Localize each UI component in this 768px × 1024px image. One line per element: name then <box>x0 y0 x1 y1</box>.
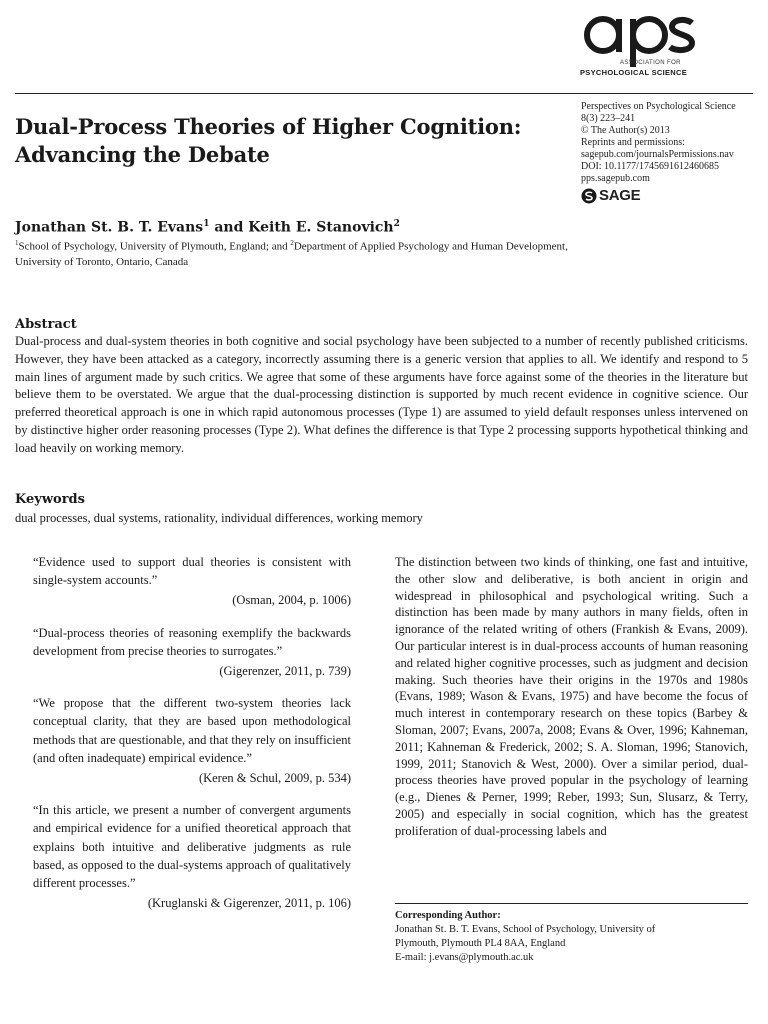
quote-text: “We propose that the different two-system theories lack conceptual clarity, that they are based upon methodological methods that are questionable, and that they rely on insufficient (and often inadequate) empirical evidence.” <box>33 696 351 765</box>
affil-2-mark: 2 <box>290 239 294 247</box>
affil-1-mark: 1 <box>15 239 19 247</box>
doi[interactable]: DOI: 10.1177/1745691612460685 <box>581 161 719 172</box>
author-2-affil-mark: 2 <box>393 219 400 229</box>
quote-text: “In this article, we present a number of convergent arguments and empirical evidence for a unified theoretical approach that explains both intuitive and deliberative judgments as rule based, as opposed to the dual-systems approach of qualitatively different processes.” <box>33 803 351 891</box>
header-rule <box>15 93 753 94</box>
quote-citation: (Keren & Schul, 2009, p. 534) <box>198 771 351 786</box>
corresponding-line: Plymouth, Plymouth PL4 8AA, England <box>395 938 566 949</box>
keywords-heading: Keywords <box>15 492 85 507</box>
volume-pages: 8(3) 223–241 <box>581 113 636 124</box>
journal-name: Perspectives on Psychological Science <box>581 101 736 112</box>
article-title <box>15 113 575 169</box>
corresponding-line: Jonathan St. B. T. Evans, School of Psychology, University of <box>395 924 656 935</box>
quote-text: “Evidence used to support dual theories is consistent with single-system accounts.” <box>33 555 351 588</box>
copyright: © The Author(s) 2013 <box>581 125 670 136</box>
affil-1-text: School of Psychology, University of Plymouth, England; and <box>18 240 291 253</box>
abstract-text: Dual-process and dual-system theories in both cognitive and social psychology have been subjected to a number of recently published criticisms. However, they have been attacked as a category, incorrectly assuming there is a generic version that applies to all. We identify and respond to 5 main lines of argument made by such critics. We agree that some of these arguments have force against some of the theories in the literature but believe them to be overstated. We argue that the dual-processing distinction is supported by much recent evidence in cognitive science. Our preferred theoretical approach is one in which rapid autonomous processes (Type 1) are assumed to yield default responses unless intervened on by distinctive higher order reasoning processes (Type 2). What defines the difference is that Type 2 processing supports hypothetical thinking and load heavily on working memory. <box>15 334 748 455</box>
corresponding-author <box>395 909 748 965</box>
authors-and: and <box>209 219 249 236</box>
quote-citation: (Kruglanski & Gigerenzer, 2011, p. 106) <box>147 896 351 911</box>
authors <box>15 215 400 237</box>
sage-logo <box>581 188 766 204</box>
abstract-heading: Abstract <box>15 317 77 332</box>
sage-s-icon <box>581 188 597 204</box>
quote-text: “Dual-process theories of reasoning exemplify the backwards development from precise theories to surrogates.” <box>33 625 351 658</box>
aps-logo <box>580 10 760 80</box>
affil-2-text: Department of Applied Psychology and Human Development, University of Toronto, Ontario, Canada <box>15 240 568 268</box>
author-2: Keith E. Stanovich <box>248 219 394 236</box>
quote-block <box>33 624 351 681</box>
footnote-rule <box>395 903 748 904</box>
permissions-link[interactable]: sagepub.com/journalsPermissions.nav <box>581 149 734 160</box>
affiliations <box>15 236 575 270</box>
corresponding-heading: Corresponding Author: <box>395 910 501 921</box>
quote-citation: (Gigerenzer, 2011, p. 739) <box>219 664 351 679</box>
logo-subtitle-1: ASSOCIATION FOR <box>620 60 681 66</box>
epigraph-quotes <box>33 553 351 926</box>
title-line-2: Advancing the Debate <box>15 142 270 167</box>
title-line-1: Dual-Process Theories of Higher Cognition: <box>15 114 522 139</box>
quote-block <box>33 553 351 610</box>
reprints-label: Reprints and permissions: <box>581 137 685 148</box>
keywords-text: dual processes, dual systems, rationality, individual differences, working memory <box>15 511 423 525</box>
corresponding-email[interactable]: E-mail: j.evans@plymouth.ac.uk <box>395 952 534 963</box>
author-1: Jonathan St. B. T. Evans <box>15 219 204 236</box>
sage-wordmark: SAGE <box>599 187 641 204</box>
quote-block <box>33 694 351 787</box>
quote-block <box>33 801 351 912</box>
body-paragraph: The distinction between two kinds of thinking, one fast and intuitive, the other slow and deliberative, is both ancient in origin and widespread in philosophical and psychological writing. Such a distinction has been made by many authors in many fields, often in ignorance of the related writing of others (Frankish & Evans, 2009). Our particular interest is in dual-process accounts of human reasoning and related higher cognitive processes, such as judgment and decision making. Such theories have their origins in the 1970s and 1980s (Evans, 1989; Wason & Evans, 1975) and have become the focus of much interest in contemporary research on these topics (Barbey & Sloman, 2007; Evans, 2007a, 2008; Evans & Over, 1996; Kahneman, 2011; Kahneman & Frederick, 2002; S. A. Sloman, 1996; Stanovich, 1999, 2011; Stanovich & West, 2000). Over a similar period, dual-process theories have proved popular in the psychology of learning (e.g., Dienes & Perner, 1999; Reber, 1993; Sun, Slusarz, & Terry, 2005) and especially in social cognition, which has the greatest proliferation of dual-processing labels and <box>395 555 748 838</box>
journal-info <box>581 101 766 204</box>
quote-citation: (Osman, 2004, p. 1006) <box>232 593 351 608</box>
author-1-affil-mark: 1 <box>203 219 210 229</box>
logo-subtitle-2: PSYCHOLOGICAL SCIENCE <box>580 68 688 77</box>
journal-url[interactable]: pps.sagepub.com <box>581 173 650 184</box>
